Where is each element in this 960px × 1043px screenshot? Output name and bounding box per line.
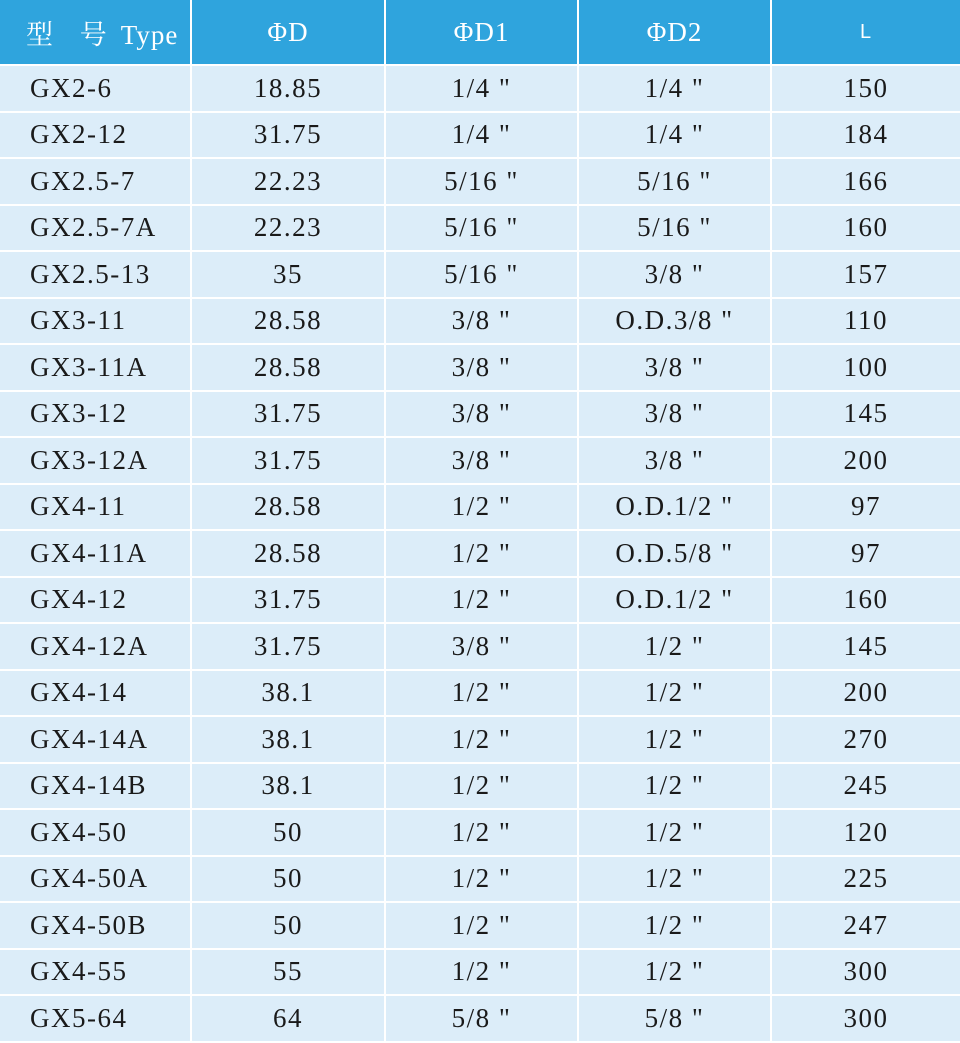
cell-phi-d2: 5/8 " [578, 995, 771, 1042]
cell-type: GX4-55 [0, 949, 191, 996]
cell-phi-d: 28.58 [191, 344, 385, 391]
table-row [0, 856, 960, 903]
cell-phi-d2: O.D.3/8 " [578, 298, 771, 345]
cell-phi-d1: 3/8 " [385, 623, 578, 670]
header-phi-d1: ΦD1 [385, 0, 578, 65]
table-row [0, 344, 960, 391]
cell-type: GX2-12 [0, 112, 191, 159]
cell-l: 225 [771, 856, 960, 903]
cell-phi-d2: 1/2 " [578, 856, 771, 903]
cell-phi-d2: 1/4 " [578, 65, 771, 112]
cell-l: 100 [771, 344, 960, 391]
table-row [0, 391, 960, 438]
cell-type: GX4-14A [0, 716, 191, 763]
cell-phi-d1: 1/2 " [385, 809, 578, 856]
cell-phi-d1: 5/16 " [385, 205, 578, 252]
cell-phi-d: 50 [191, 856, 385, 903]
cell-type: GX5-64 [0, 995, 191, 1042]
cell-phi-d2: 1/2 " [578, 902, 771, 949]
cell-phi-d2: 3/8 " [578, 391, 771, 438]
table-row [0, 623, 960, 670]
table-row [0, 437, 960, 484]
cell-phi-d1: 5/8 " [385, 995, 578, 1042]
cell-phi-d1: 1/2 " [385, 670, 578, 717]
cell-type: GX3-12A [0, 437, 191, 484]
cell-type: GX4-50 [0, 809, 191, 856]
cell-phi-d2: 1/2 " [578, 716, 771, 763]
cell-phi-d: 18.85 [191, 65, 385, 112]
cell-phi-d1: 5/16 " [385, 251, 578, 298]
table-row [0, 763, 960, 810]
cell-type: GX3-12 [0, 391, 191, 438]
cell-l: 150 [771, 65, 960, 112]
cell-l: 97 [771, 530, 960, 577]
cell-type: GX2-6 [0, 65, 191, 112]
table-row [0, 158, 960, 205]
cell-phi-d: 31.75 [191, 623, 385, 670]
header-phi-d2: ΦD2 [578, 0, 771, 65]
cell-l: 200 [771, 437, 960, 484]
cell-type: GX4-50A [0, 856, 191, 903]
header-row [0, 0, 960, 65]
cell-type: GX3-11 [0, 298, 191, 345]
cell-type: GX4-14 [0, 670, 191, 717]
cell-l: 200 [771, 670, 960, 717]
cell-phi-d1: 3/8 " [385, 391, 578, 438]
cell-type: GX4-11A [0, 530, 191, 577]
cell-phi-d2: O.D.1/2 " [578, 484, 771, 531]
cell-phi-d: 28.58 [191, 484, 385, 531]
table-row [0, 670, 960, 717]
cell-phi-d2: 3/8 " [578, 344, 771, 391]
cell-phi-d1: 3/8 " [385, 298, 578, 345]
cell-phi-d: 28.58 [191, 298, 385, 345]
cell-l: 145 [771, 623, 960, 670]
cell-phi-d: 31.75 [191, 112, 385, 159]
cell-phi-d1: 3/8 " [385, 437, 578, 484]
table-row [0, 716, 960, 763]
table-row [0, 484, 960, 531]
header-l: L [771, 0, 960, 65]
cell-phi-d1: 3/8 " [385, 344, 578, 391]
cell-phi-d: 31.75 [191, 577, 385, 624]
cell-type: GX2.5-7A [0, 205, 191, 252]
cell-phi-d: 50 [191, 902, 385, 949]
cell-phi-d: 64 [191, 995, 385, 1042]
cell-phi-d: 55 [191, 949, 385, 996]
cell-l: 166 [771, 158, 960, 205]
cell-phi-d2: 3/8 " [578, 437, 771, 484]
cell-l: 184 [771, 112, 960, 159]
cell-phi-d: 38.1 [191, 763, 385, 810]
table-row [0, 809, 960, 856]
cell-type: GX3-11A [0, 344, 191, 391]
cell-l: 160 [771, 577, 960, 624]
cell-phi-d: 38.1 [191, 670, 385, 717]
cell-phi-d: 38.1 [191, 716, 385, 763]
cell-l: 245 [771, 763, 960, 810]
cell-phi-d1: 1/2 " [385, 716, 578, 763]
cell-l: 145 [771, 391, 960, 438]
cell-phi-d: 31.75 [191, 391, 385, 438]
header-phi-d: ΦD [191, 0, 385, 65]
table-row [0, 65, 960, 112]
cell-phi-d: 22.23 [191, 205, 385, 252]
cell-type: GX4-11 [0, 484, 191, 531]
cell-l: 110 [771, 298, 960, 345]
cell-l: 300 [771, 949, 960, 996]
cell-l: 270 [771, 716, 960, 763]
cell-phi-d1: 1/2 " [385, 577, 578, 624]
cell-phi-d: 22.23 [191, 158, 385, 205]
table-header [0, 0, 960, 65]
cell-phi-d2: 5/16 " [578, 205, 771, 252]
cell-type: GX4-12 [0, 577, 191, 624]
cell-phi-d1: 1/2 " [385, 856, 578, 903]
cell-phi-d2: 5/16 " [578, 158, 771, 205]
cell-l: 300 [771, 995, 960, 1042]
cell-l: 97 [771, 484, 960, 531]
cell-phi-d1: 1/2 " [385, 763, 578, 810]
table-row [0, 577, 960, 624]
cell-phi-d2: 1/2 " [578, 623, 771, 670]
cell-phi-d2: 1/4 " [578, 112, 771, 159]
cell-phi-d1: 1/2 " [385, 902, 578, 949]
header-type-en: Type [120, 19, 179, 50]
header-type-cn: 型 号 [26, 19, 117, 50]
cell-phi-d1: 5/16 " [385, 158, 578, 205]
table-row [0, 949, 960, 996]
table-row [0, 205, 960, 252]
cell-phi-d1: 1/4 " [385, 65, 578, 112]
header-type [0, 0, 191, 65]
cell-l: 160 [771, 205, 960, 252]
cell-phi-d1: 1/2 " [385, 949, 578, 996]
cell-phi-d1: 1/4 " [385, 112, 578, 159]
cell-type: GX2.5-7 [0, 158, 191, 205]
cell-phi-d2: O.D.5/8 " [578, 530, 771, 577]
cell-phi-d2: 1/2 " [578, 949, 771, 996]
cell-phi-d2: 1/2 " [578, 809, 771, 856]
cell-type: GX4-50B [0, 902, 191, 949]
cell-phi-d2: 3/8 " [578, 251, 771, 298]
cell-phi-d: 50 [191, 809, 385, 856]
cell-l: 247 [771, 902, 960, 949]
cell-phi-d: 28.58 [191, 530, 385, 577]
cell-phi-d2: 1/2 " [578, 763, 771, 810]
cell-type: GX4-14B [0, 763, 191, 810]
table-row [0, 298, 960, 345]
cell-phi-d2: O.D.1/2 " [578, 577, 771, 624]
cell-phi-d: 31.75 [191, 437, 385, 484]
cell-l: 157 [771, 251, 960, 298]
cell-type: GX4-12A [0, 623, 191, 670]
cell-type: GX2.5-13 [0, 251, 191, 298]
cell-phi-d1: 1/2 " [385, 484, 578, 531]
cell-l: 120 [771, 809, 960, 856]
table-row [0, 251, 960, 298]
cell-phi-d1: 1/2 " [385, 530, 578, 577]
table-row [0, 902, 960, 949]
cell-phi-d2: 1/2 " [578, 670, 771, 717]
table-row [0, 112, 960, 159]
table-body [0, 65, 960, 1042]
cell-phi-d: 35 [191, 251, 385, 298]
table-row [0, 530, 960, 577]
